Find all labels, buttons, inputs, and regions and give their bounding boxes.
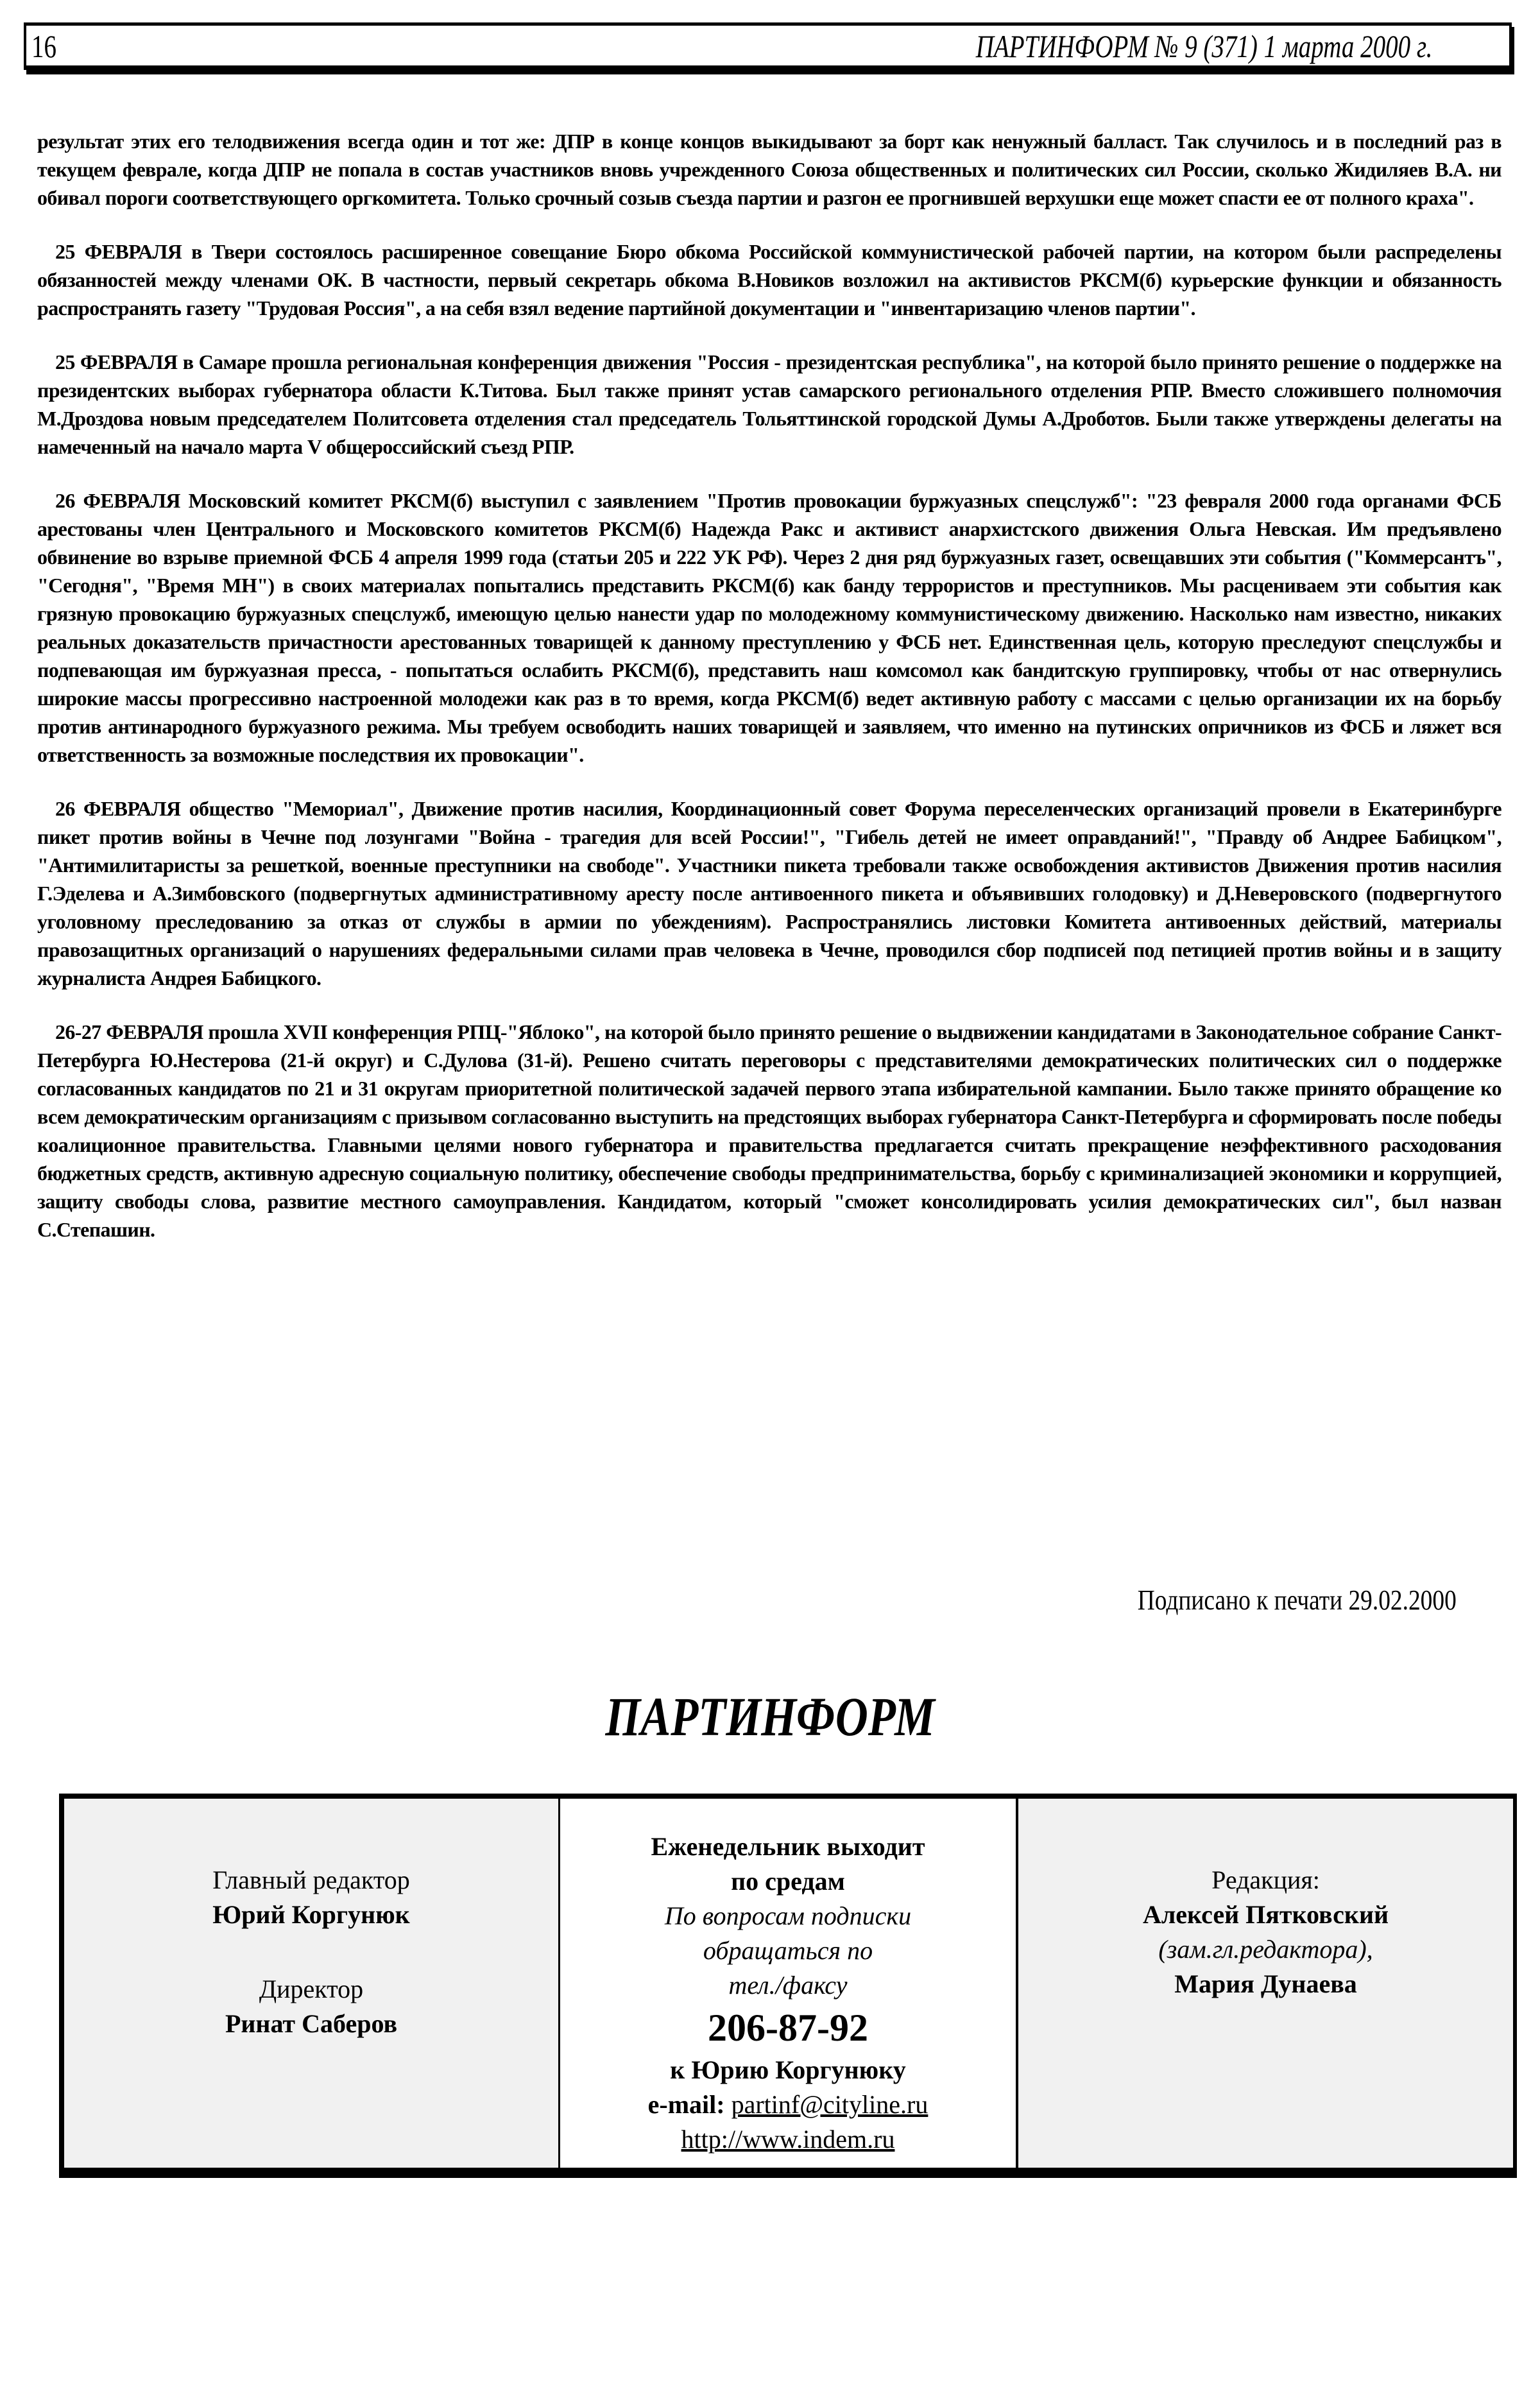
imprint-box <box>59 1794 1517 2173</box>
news-item <box>37 237 1502 322</box>
subscription-note-3: тел./факсу <box>728 1971 848 2000</box>
news-date: 26 ФЕВРАЛЯ <box>55 489 180 512</box>
masthead <box>0 1684 1540 1749</box>
email-label: e-mail: <box>647 2090 725 2119</box>
signed-to-print: Подписано к печати 29.02.2000 <box>1137 1584 1457 1616</box>
news-item <box>37 794 1502 992</box>
name-director: Ринат Саберов <box>225 2009 398 2038</box>
news-text: общество "Мемориал", Движение против насилия, Координационный совет Форума переселенческих организаций провели в Екатеринбурге пикет против войны в Чечне под лозунгами "Война - трагедия для всей России!", "Гибель детей не имеет оправданий!", "Правду об Андрее Бабицком", "Антимилитаристы за решеткой, военные преступники на свободе". Участники пикета требовали также освобождения активистов Движения против насилия Г.Эделева и А.Зимбовского (подвергнутых административному аресту после антивоенного пикета и объявивших голодовку) и Д.Неверовского (подвергнутого уголовному преследованию за отказ от службы в армии по убеждениям). Распространялись листовки Комитета антивоенных действий, материалы правозащитных организаций о нарушениях федеральными силами прав человека в Чечне, проводился сбор подписей под петицией против войны и в защиту журналиста Андрея Бабицкого. <box>37 797 1502 990</box>
role-chief-editor: Главный редактор <box>212 1865 410 1894</box>
news-date: 25 ФЕВРАЛЯ <box>55 240 182 263</box>
page-header <box>24 22 1512 70</box>
contact-person: к Юрию Коргунюку <box>670 2055 906 2084</box>
staff-title: Редакция: <box>1211 1865 1320 1894</box>
news-date: 25 ФЕВРАЛЯ <box>55 350 178 373</box>
imprint-editors <box>64 1799 560 2168</box>
phone-number: 206-87-92 <box>708 2007 868 2049</box>
weekly-day: по средам <box>731 1867 845 1896</box>
news-text: прошла XVII конференция РПЦ-"Яблоко", на которой было принято решение о выдвижении кандидатами в Законодательное собрание Санкт-Петербурга Ю.Нестерова (21-й округ) и С.Дулова (31-й). Решено считать переговоры с представителями демократических политических сил о поддержке согласованных кандидатов по 21 и 31 округам приоритетной политической задачей первого этапа избирательной кампании. Было также принято обращение ко всем демократическим организациям с призывом согласованно выступить на предстоящих выборах губернатора Санкт-Петербурга и сформировать после победы коалиционное правительства. Главными целями нового губернатора и правительства предлагается считать прекращение неэффективного расходования бюджетных средств, активную адресную социальную политику, обеспечение свободы предпринимательства, борьбу с криминализацией экономики и коррупцией, защиту свободы слова, развитие местного самоуправления. Кандидатом, который "сможет консолидировать усилия демократических сил", был назван С.Степашин. <box>37 1020 1502 1241</box>
news-item <box>37 1018 1502 1244</box>
staff-name-1: Алексей Пятковский <box>1142 1900 1389 1929</box>
news-date: 26 ФЕВРАЛЯ <box>55 797 181 820</box>
issue-title: ПАРТИНФОРМ № 9 (371) 1 марта 2000 г. <box>975 28 1432 64</box>
news-text: в Твери состоялось расширенное совещание Бюро обкома Российской коммунистической рабочей партии, на котором были распределены обязанностей между членами ОК. В частности, первый секретарь обкома В.Новиков возложил на активистов РКСМ(б) курьерские функции и обязанность распространять газету "Трудовая Россия", а на себя взял ведение партийной документации и "инвентаризацию членов партии". <box>37 240 1502 320</box>
name-chief-editor: Юрий Коргунюк <box>212 1900 410 1929</box>
email-link[interactable]: partinf@cityline.ru <box>731 2090 928 2119</box>
news-date: 26-27 ФЕВРАЛЯ <box>55 1020 203 1043</box>
news-item <box>37 486 1502 769</box>
article-body <box>37 127 1502 1269</box>
subscription-note-2: обращаться по <box>703 1936 873 1965</box>
staff-role-note: (зам.гл.редактора), <box>1158 1935 1373 1964</box>
page-number: 16 <box>31 28 56 64</box>
staff-name-2: Мария Дунаева <box>1174 1969 1357 1998</box>
news-text: в Самаре прошла региональная конференция движения "Россия - президентская республика", на которой было принято решение о поддержке на президентских выборах губернатора области К.Титова. Был также принят устав самарского регионального отделения РПР. Вместо сложившего полномочия М.Дроздова новым председателем Политсовета отделения стал председатель Тольяттинской городской Думы А.Дроботов. Были также утверждены делегаты на намеченный на начало марта V общероссийский съезд РПР. <box>37 350 1502 458</box>
news-item <box>37 348 1502 461</box>
subscription-note: По вопросам подписки <box>664 1901 912 1930</box>
website-link[interactable]: http://www.indem.ru <box>681 2125 895 2154</box>
imprint-staff <box>1018 1799 1513 2168</box>
paragraph-continuation <box>37 127 1502 212</box>
masthead-title: ПАРТИНФОРМ <box>605 1686 935 1747</box>
role-director: Директор <box>259 1975 364 2003</box>
weekly-note: Еженедельник выходит <box>651 1832 925 1861</box>
imprint-contacts <box>560 1799 1018 2168</box>
news-text: Московский комитет РКСМ(б) выступил с заявлением "Против провокации буржуазных спецслужб": "23 февраля 2000 года органами ФСБ арестованы член Центрального и Московского комитетов РКСМ(б) Надежда Ракс и активист анархистского движения Ольга Невская. Им предъявлено обвинение во взрыве приемной ФСБ 4 апреля 1999 года (статьи 205 и 222 УК РФ). Через 2 дня ряд буржуазных газет, освещавших эти события ("Коммерсантъ", "Сегодня", "Время МН") в своих материалах попытались представить РКСМ(б) как банду террористов и преступников. Мы расцениваем эти события как грязную провокацию буржуазных спецслужб, имеющую целью нанести удар по молодежному коммунистическому движению. Насколько нам известно, никаких реальных доказательств причастности арестованных товарищей к данному преступлению у ФСБ нет. Единственная цель, которую преследуют спецслужбы и подпевающая им буржуазная пресса, - попытаться ослабить РКСМ(б), представить наш комсомол как бандитскую группировку, чтобы от нас отвернулись широкие массы прогрессивно настроенной молодежи как раз в то время, когда РКСМ(б) ведет активную работу с массами с целью организации их на борьбу против антинародного буржуазного режима. Мы требуем освободить наших товарищей и заявляем, что именно на путинских опричников из ФСБ и ляжет вся ответственность за возможные последствия их провокации". <box>37 489 1502 766</box>
paragraph-text: результат этих его телодвижения всегда один и тот же: ДПР в конце концов выкидывают за борт как ненужный балласт. Так случилось и в последний раз в текущем феврале, когда ДПР не попала в состав участников вновь учрежденного Союза общественных и политических сил России, сколько Жидиляев В.А. ни обивал пороги соответствующего оргкомитета. Только срочный созыв съезда партии и разгон ее прогнившей верхушки еще может спасти ее от полного краха". <box>37 130 1502 209</box>
